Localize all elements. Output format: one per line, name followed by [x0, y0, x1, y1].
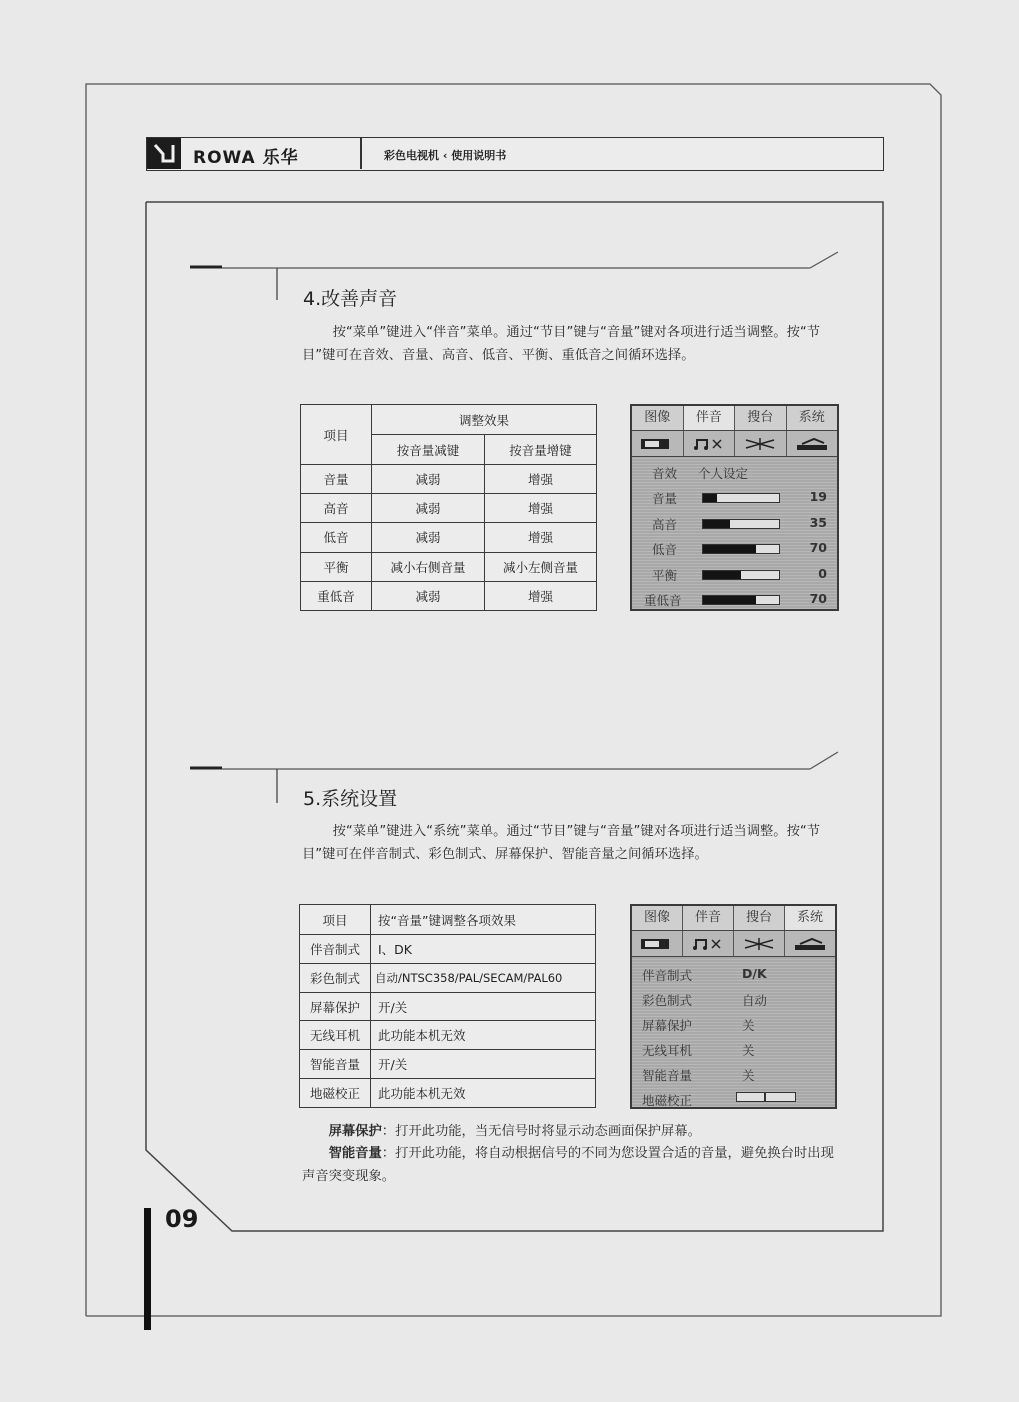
table-header-decrease: 按音量减键	[372, 435, 485, 465]
osd-row-value: 关	[742, 1043, 755, 1058]
osd-row-label: 智能音量	[642, 1068, 693, 1083]
section-5-title: 5.系统设置	[303, 788, 398, 810]
osd-level-bar	[702, 595, 780, 605]
table-row: 高音 减弱 增强	[301, 494, 597, 523]
osd-row-value: D/K	[742, 966, 767, 981]
header-divider	[360, 138, 362, 169]
note-smart-volume: 智能音量：打开此功能，将自动根据信号的不同为您设置合适的音量，避免换台时出现声音突变现象。	[302, 1146, 834, 1184]
table-row: 屏幕保护 开/关	[300, 992, 596, 1021]
tv-picture-icon	[632, 431, 684, 456]
page-number: 09	[165, 1205, 199, 1233]
osd-row-value: 70	[809, 540, 827, 555]
section-5-paragraph: 按“菜单”键进入“系统”菜单。通过“节目”键与“音量”键对各项进行适当调整。按“节目”键可在伴音制式、彩色制式、屏幕保护、智能音量之间循环选择。	[302, 824, 821, 862]
sound-osd-menu	[630, 404, 839, 611]
system-osd-menu	[630, 904, 837, 1109]
osd-row-value: 19	[809, 489, 827, 504]
header-subtitle: 彩色电视机 ‹ 使用说明书	[384, 149, 507, 162]
rowa-logo-icon	[147, 138, 181, 169]
table-row: 音量 减弱 增强	[301, 465, 597, 494]
system-settings-table	[299, 904, 596, 1108]
table-row: 低音 减弱 增强	[301, 523, 597, 552]
osd-row-value: 0	[818, 565, 827, 581]
table-row: 伴音制式 I、DK	[300, 935, 596, 964]
osd-row-value: 关	[742, 1018, 755, 1033]
table-row: 地磁校正 此功能本机无效	[300, 1079, 596, 1108]
osd-row-label: 高音	[652, 516, 678, 532]
osd-tab-system: 系统	[798, 410, 825, 425]
section-4-paragraph: 按“菜单”键进入“伴音”菜单。通过“节目”键与“音量”键对各项进行适当调整。按“节目”键可在音效、音量、高音、低音、平衡、重低音之间循环选择。	[302, 325, 821, 363]
table-header-increase: 按音量增键	[485, 435, 597, 465]
system-tools-icon	[785, 931, 835, 956]
section-4-title: 4.改善声音	[303, 288, 398, 310]
osd-level-bar	[702, 519, 780, 529]
osd-level-bar	[702, 544, 780, 554]
osd-effect-label: 音效	[652, 466, 678, 481]
osd-row-label: 伴音制式	[642, 968, 693, 983]
osd-tab-search: 搜台	[735, 406, 787, 430]
osd-row-label: 低音	[652, 542, 678, 557]
osd-tab-sound: 伴音	[683, 906, 734, 930]
osd-tab-system: 系统	[785, 906, 835, 930]
table-row: 智能音量 开/关	[300, 1050, 596, 1079]
osd-level-bar	[702, 570, 780, 580]
osd-row-value: 35	[809, 514, 827, 530]
music-note-icon	[684, 431, 736, 456]
osd-row-label: 无线耳机	[642, 1043, 693, 1058]
osd-row-label: 地磁校正	[642, 1093, 693, 1108]
table-header-item: 项目	[300, 905, 371, 935]
osd-tab-picture: 图像	[632, 906, 683, 930]
osd-row-label: 平衡	[652, 567, 678, 583]
table-row: 彩色制式 自动/NTSC358/PAL/SECAM/PAL60	[300, 963, 596, 992]
osd-row-value: 70	[809, 591, 827, 606]
geomagnetic-correction-slider	[736, 1092, 796, 1102]
table-header-effect: 按“音量”键调整各项效果	[371, 905, 596, 935]
osd-tab-picture: 图像	[632, 406, 684, 430]
osd-row-label: 屏幕保护	[642, 1018, 693, 1033]
osd-row-value: 关	[742, 1068, 755, 1083]
osd-row-label: 音量	[652, 491, 678, 506]
osd-effect-value: 个人设定	[698, 466, 749, 481]
table-header-item: 项目	[301, 405, 372, 465]
note-screen-saver: 屏幕保护：打开此功能，当无信号时将显示动态画面保护屏幕。	[328, 1124, 701, 1139]
table-row: 平衡 减小右侧音量 减小左侧音量	[301, 552, 597, 581]
tv-picture-icon	[632, 931, 683, 956]
table-row: 无线耳机 此功能本机无效	[300, 1021, 596, 1050]
sound-adjust-table	[300, 404, 597, 611]
page-header	[146, 137, 884, 171]
osd-tab-search: 搜台	[734, 906, 785, 930]
table-header-effect: 调整效果	[372, 405, 597, 435]
brand-name: ROWA 乐华	[193, 148, 299, 168]
music-note-icon	[683, 931, 734, 956]
osd-row-label: 彩色制式	[642, 993, 693, 1008]
osd-level-bar	[702, 493, 780, 503]
osd-tab-sound: 伴音	[684, 406, 736, 430]
osd-row-value: 自动	[742, 993, 768, 1008]
antenna-search-icon	[735, 431, 787, 456]
osd-row-label: 重低音	[644, 593, 682, 608]
system-tools-icon	[787, 431, 838, 456]
antenna-search-icon	[734, 931, 785, 956]
table-row: 重低音 减弱 增强	[301, 581, 597, 610]
